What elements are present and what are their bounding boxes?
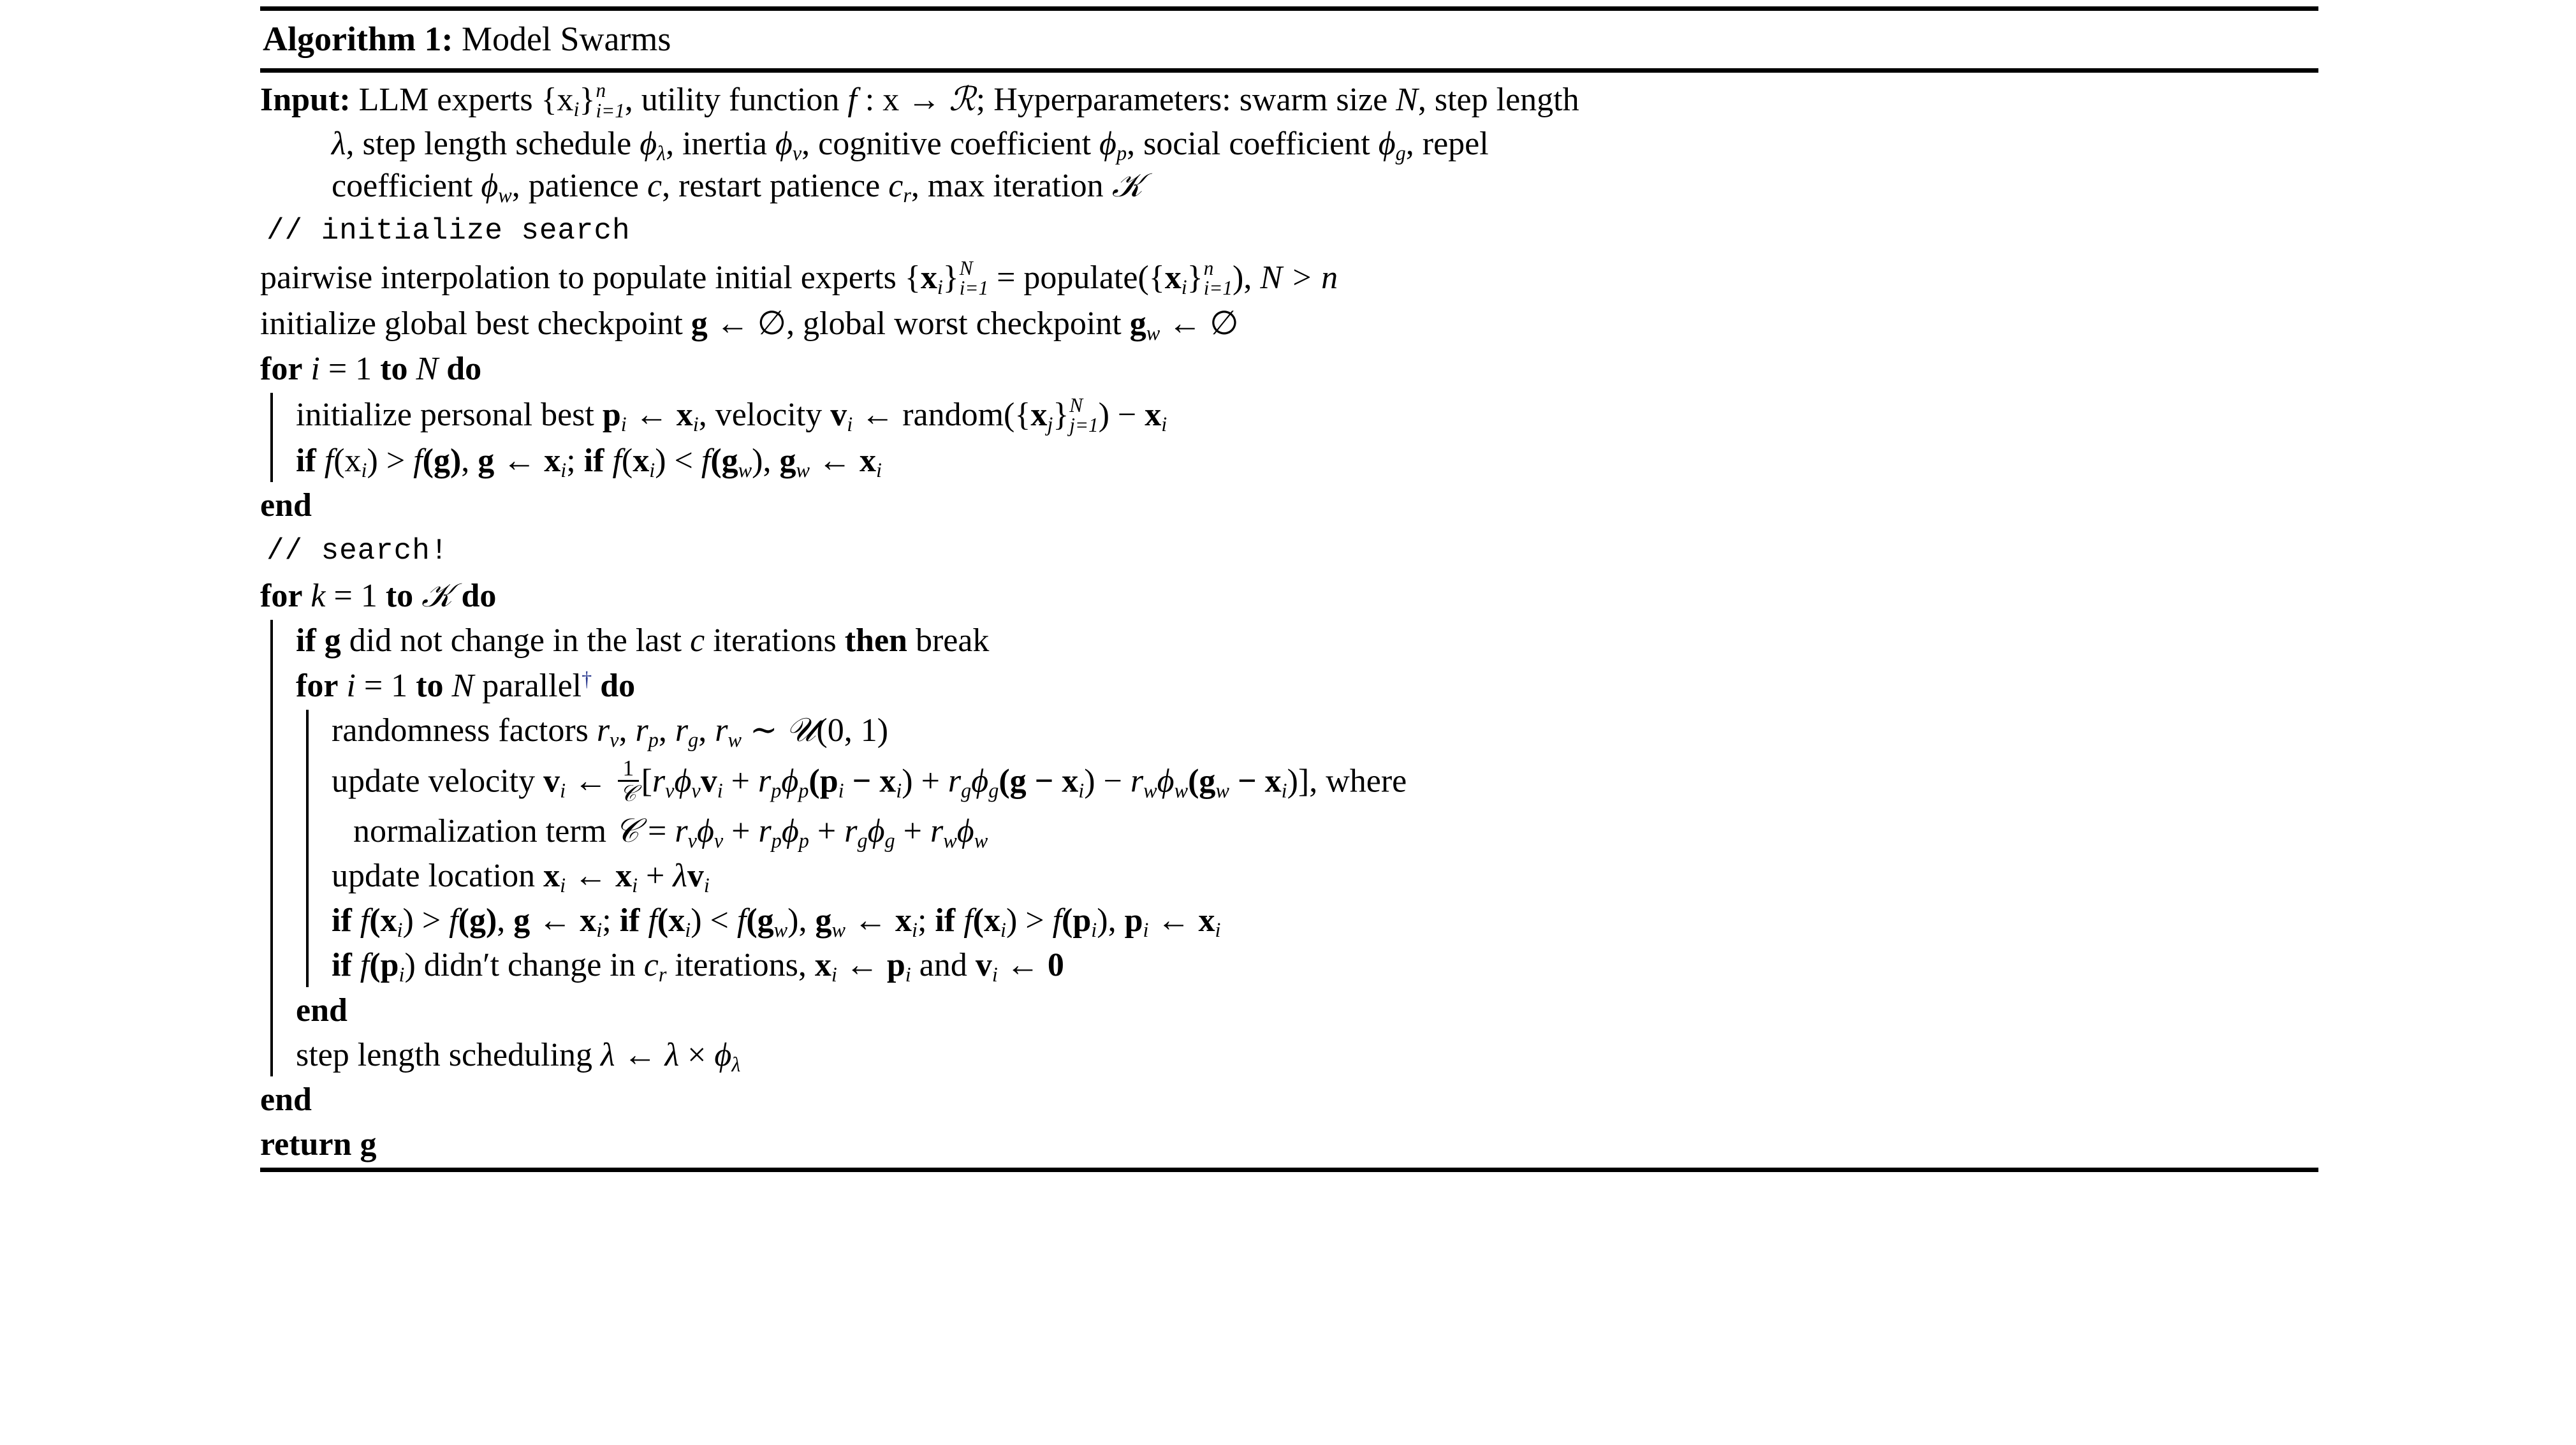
input2-text-d: , social coefficient xyxy=(1127,125,1379,162)
comma-1: , xyxy=(461,443,478,480)
gw-sub-2: w xyxy=(796,458,810,482)
restart-patience-sub: r xyxy=(903,184,911,207)
phi-g-sub: g xyxy=(1395,141,1406,165)
line-end-inner-for xyxy=(296,988,2318,1033)
upd-gw-close: ) xyxy=(787,902,799,939)
loc-v-sub: i xyxy=(703,874,710,897)
vel-t1-v: v xyxy=(700,763,717,800)
input-text-d: , step length xyxy=(1417,82,1579,119)
rand-text: randomness factors xyxy=(332,712,597,749)
gw-sub-1: w xyxy=(738,458,752,482)
normalization-fraction xyxy=(618,757,638,805)
populate-close: ), xyxy=(1233,259,1261,296)
pbest-p: p xyxy=(602,396,621,433)
norm-t4-phi-sub: w xyxy=(974,828,988,852)
restart-patience-c: c xyxy=(888,168,904,205)
vel-t4-minus: − x xyxy=(1229,763,1282,800)
for-i-body xyxy=(260,392,2318,484)
end-keyword-1: end xyxy=(260,487,312,524)
input2-text-b: , inertia xyxy=(666,125,775,162)
vel-t2-r-sub: p xyxy=(771,779,782,802)
upd-comma-3: , xyxy=(1108,902,1125,939)
if-keyword-2: if xyxy=(583,443,604,480)
norm-t3-r-sub: g xyxy=(857,828,868,852)
break-text-1: did not change in the last xyxy=(340,622,691,659)
set-close: } xyxy=(579,82,596,119)
line-normalization-term: normalization term 𝒞 = $r_v\phi_v + r_p\phi_p + r_g\phi_g + r_w\phi_w$ xyxy=(353,812,988,852)
velocity-sub: i xyxy=(847,412,853,436)
rst-x-sub: i xyxy=(831,963,837,987)
rule-under-caption xyxy=(260,68,2318,73)
norm-text: normalization term xyxy=(353,812,615,849)
norm-t1-r-sub: v xyxy=(687,828,697,852)
vel-t4-g-sub: w xyxy=(1215,779,1229,802)
vel-text: update velocity xyxy=(332,763,544,800)
rst-v-sub: i xyxy=(992,963,998,987)
upd-p-close: ) xyxy=(1097,902,1108,939)
rst-arrow-1: ← xyxy=(837,947,887,984)
rst-arrow-2: ← xyxy=(997,947,1048,984)
upd-semi-2: ; xyxy=(917,902,935,939)
random-xj: x xyxy=(1030,396,1048,433)
pbest-x-sub: i xyxy=(692,412,699,436)
input3-text-a: coefficient xyxy=(332,168,481,205)
swarm-size-N: N xyxy=(1396,82,1418,119)
loc-x2-sub: i xyxy=(632,874,638,897)
populate-sub: i=1 xyxy=(959,277,989,300)
vel-t4-open: (g xyxy=(1188,763,1216,800)
uniform-symbol: 𝒰 xyxy=(786,712,817,749)
line-update-location xyxy=(332,854,2318,899)
upd-f4: f xyxy=(736,902,747,939)
vel-t1-r-sub: v xyxy=(665,779,675,802)
line-break-condition xyxy=(296,619,2318,663)
r-g: r xyxy=(675,712,689,749)
globals-arrow-2: ← ∅ xyxy=(1160,305,1239,342)
input2-text-a: , step length schedule xyxy=(346,125,640,162)
global-best-g: g xyxy=(691,305,708,342)
do-keyword: do xyxy=(446,350,482,387)
vel-t4-r: r xyxy=(1130,763,1144,800)
line-end-outer-for xyxy=(260,1078,2318,1122)
norm-eq: = xyxy=(640,812,675,849)
vel-t2-close: ) xyxy=(902,763,913,800)
r-w-sub: w xyxy=(728,728,742,751)
loc-x2: x xyxy=(615,858,633,895)
vel-close-bracket: ] xyxy=(1298,763,1310,800)
upd-x4: x xyxy=(895,902,912,939)
sched-phi-sub: λ xyxy=(731,1052,741,1076)
upd-g2: g xyxy=(513,902,531,939)
input2-text-c: , cognitive coefficient xyxy=(801,125,1100,162)
velocity-arrow-random: ← random( xyxy=(853,396,1015,433)
upd-x3: (x xyxy=(657,902,685,939)
upd-f3: f xyxy=(648,902,657,939)
phi-v-sub: v xyxy=(792,141,802,165)
populate-sub2: i=1 xyxy=(1203,277,1233,300)
loc-x: x xyxy=(543,858,560,895)
rst-p2: p xyxy=(886,947,905,984)
norm-plus-1: + xyxy=(723,812,759,849)
input-line-3: coefficient $\phi_w$, patience c, restart patience $c_r$, max iteration 𝒦 xyxy=(332,168,1144,207)
velocity-v: v xyxy=(830,396,847,433)
for-keyword-2: for xyxy=(260,578,303,615)
semicolon-1: ; xyxy=(566,443,584,480)
vel-plus-2: + xyxy=(912,763,948,800)
vel-open-bracket: [ xyxy=(641,763,652,800)
input-line-1 xyxy=(260,78,2318,122)
norm-t1-phi-sub: v xyxy=(714,828,724,852)
vel-t3-phi-sub: g xyxy=(988,779,999,802)
line-return xyxy=(260,1122,2318,1167)
rst-text-1: didn′t change in xyxy=(415,947,644,984)
rst-and: and xyxy=(911,947,976,984)
patience-c: c xyxy=(647,168,662,205)
random-xi: x xyxy=(1145,396,1162,433)
upd-semi-1: ; xyxy=(602,902,620,939)
upd-p-sub: i xyxy=(1091,918,1097,942)
upd-gt-2: ) > xyxy=(1006,902,1053,939)
upd-x2: x xyxy=(580,902,597,939)
vel-t4-x-sub: i xyxy=(1281,779,1287,802)
global-worst-g: g xyxy=(1129,305,1146,342)
end-keyword-2: end xyxy=(296,992,348,1029)
line-populate: pairwise interpolation to populate initial experts $\{x_i\}$ N i=1 = $populate(\{x_i\}$ n i=1 ), N > n xyxy=(260,256,1338,300)
r-g-sub: g xyxy=(688,728,699,751)
vel-t1-phi-sub: v xyxy=(691,779,701,802)
algorithm-caption xyxy=(260,11,2318,68)
random-minus: ) − xyxy=(1098,396,1145,433)
vel-t1-v-sub: i xyxy=(717,779,723,802)
populate-sup-n: n xyxy=(1203,256,1214,279)
input-label: Input: xyxy=(260,82,351,119)
input3-text-c: , restart patience xyxy=(662,168,889,205)
norm-C: 𝒞 xyxy=(615,812,640,849)
utility-f: f xyxy=(847,82,857,119)
to-keyword-2: to xyxy=(385,578,414,615)
populate-compare: N > n xyxy=(1260,259,1338,296)
uniform-range: (0, 1) xyxy=(816,712,889,749)
vel-where: , where xyxy=(1309,763,1407,800)
vel-t2-phi-sub: p xyxy=(798,779,809,802)
algorithm-title: Model Swarms xyxy=(461,20,671,58)
if-keyword-1: if xyxy=(296,443,316,480)
parallel-text: parallel xyxy=(474,667,582,704)
upd-g-arg: (g) xyxy=(458,902,497,939)
rst-v: v xyxy=(975,947,992,984)
line-inner-for-header xyxy=(296,664,2318,708)
vel-plus-1: + xyxy=(722,763,758,800)
upd-x5: (x xyxy=(972,902,1000,939)
upd-arrow-3: ← xyxy=(1148,902,1199,939)
input-text-c: ; Hyperparameters: swarm size xyxy=(976,82,1396,119)
rule-top xyxy=(260,6,2318,11)
vel-t3-x-sub: i xyxy=(1078,779,1085,802)
line-update-bests: if $f(x_i) > f(g)$, g ← $x_i$; if $f(x_i) < f(g_w)$, $g_w$ ← $x_i$; if $f(x_i) > f(p_i)$, $p_i$ ← $x_i$ xyxy=(332,902,1221,942)
for-bound-K: 𝒦 xyxy=(421,578,453,615)
upd-p2: p xyxy=(1124,902,1143,939)
then-keyword: then xyxy=(844,622,907,659)
upd-x6: x xyxy=(1198,902,1215,939)
upd-arrow-1: ← xyxy=(530,902,580,939)
upd-arrow-2: ← xyxy=(845,902,895,939)
upd-gt: ) > xyxy=(402,902,450,939)
line-randomness-factors: randomness factors $r_v$, $r_p$, $r_g$, $r_w$ ∼ 𝒰(0, 1) xyxy=(332,712,889,751)
f-1: f xyxy=(324,443,334,480)
phi-w-sub: w xyxy=(498,184,512,207)
line-restart-condition xyxy=(332,943,2318,988)
vel-arrow: ← xyxy=(566,763,616,800)
input-line-2: λ, step length schedule $\phi_\lambda$, inertia $\phi_v$, cognitive coefficient $\phi_p$, social coefficient $\phi_g$, repel xyxy=(332,125,1489,165)
upd-gw2-sub: w xyxy=(831,918,845,942)
vel-t3-r-sub: g xyxy=(961,779,972,802)
frac-denominator-C: 𝒞 xyxy=(618,780,638,805)
loc-text: update location xyxy=(332,858,544,895)
lt-sign: ) < xyxy=(655,443,701,480)
to-keyword-3: to xyxy=(416,667,444,704)
norm-plus-3: + xyxy=(895,812,930,849)
do-keyword-2: do xyxy=(461,578,497,615)
x-sub-i: i xyxy=(573,98,580,121)
loc-v: v xyxy=(687,858,704,895)
gw-close: ) xyxy=(752,443,763,480)
break-c: c xyxy=(690,622,705,659)
algorithm-block xyxy=(260,6,2318,1172)
rst-x: x xyxy=(814,947,831,984)
pbest-sub: i xyxy=(620,412,627,436)
norm-t4-r-sub: w xyxy=(943,828,957,852)
norm-t2-r-sub: p xyxy=(771,828,782,852)
end-keyword-3: end xyxy=(260,1082,312,1119)
populate-sup-N: N xyxy=(959,256,973,279)
vel-t3-r: r xyxy=(948,763,962,800)
return-keyword: return xyxy=(260,1126,352,1163)
upd-p2-sub: i xyxy=(1143,918,1149,942)
inner-for-body xyxy=(296,708,2318,988)
globals-arrow-1: ← ∅, global worst checkpoint xyxy=(707,305,1130,342)
vel-t2-minus: − x xyxy=(844,763,896,800)
velocity-text: , velocity xyxy=(698,396,831,433)
break-keyword: break xyxy=(907,622,990,659)
line-for-i-header xyxy=(260,347,2318,392)
vel-t2-x-sub: i xyxy=(896,779,902,802)
algorithm-number: Algorithm 1: xyxy=(263,20,453,58)
break-g: g xyxy=(324,622,341,659)
rst-zero-vector: 0 xyxy=(1047,947,1064,984)
loc-lambda: λ xyxy=(673,858,687,895)
upd-lt: ) < xyxy=(691,902,737,939)
rule-bottom xyxy=(260,1168,2318,1172)
vel-t3-close: ) xyxy=(1084,763,1095,800)
vel-v-sub: i xyxy=(560,779,566,802)
f-arg-gw: (g xyxy=(710,443,738,480)
comment-initialize-search: // initialize search xyxy=(267,214,631,248)
line-step-length-scheduling: step length scheduling λ ← $\lambda \times \phi_\lambda$ xyxy=(296,1036,741,1076)
norm-t2-phi-sub: p xyxy=(798,828,809,852)
random-sup-N: N xyxy=(1069,393,1083,416)
line-init-globals xyxy=(260,302,2318,346)
for-var-i-2: i xyxy=(346,667,356,704)
sched-lambda-2: λ xyxy=(664,1036,680,1073)
for-var-i: i xyxy=(311,350,320,387)
vel-t3-open: (g xyxy=(999,763,1027,800)
step-length-lambda: λ xyxy=(332,125,346,162)
upd-f2: f xyxy=(449,902,458,939)
vel-t3-minus: − x xyxy=(1026,763,1079,800)
rst-p2-sub: i xyxy=(905,963,911,987)
assign-arrow-2: ← xyxy=(810,443,860,480)
loc-x-sub: i xyxy=(560,874,566,897)
f-2: f xyxy=(413,443,423,480)
real-set-symbol: ℛ xyxy=(949,82,976,119)
input-map: : x → xyxy=(856,82,949,119)
vel-t4-r-sub: w xyxy=(1143,779,1157,802)
upd-comma-1: , xyxy=(497,902,514,939)
frac-numerator: 1 xyxy=(622,755,634,781)
do-keyword-3: do xyxy=(600,667,636,704)
populate-eq: = populate( xyxy=(988,259,1149,296)
f-3: f xyxy=(701,443,711,480)
random-sub-j1: j=1 xyxy=(1069,413,1099,436)
vel-t1-r: r xyxy=(652,763,666,800)
gt-sign: ) > xyxy=(367,443,414,480)
upd-f6: f xyxy=(1052,902,1062,939)
norm-t4-r: r xyxy=(930,812,944,849)
rst-text-2: iterations, xyxy=(666,947,815,984)
if-keyword-break: if xyxy=(296,622,316,659)
norm-t3-r: r xyxy=(844,812,858,849)
for-bound-N: N xyxy=(416,350,439,387)
f-arg-g: (g) xyxy=(422,443,462,480)
random-xj-sub: j xyxy=(1047,412,1053,436)
assign-x-2: x xyxy=(860,443,876,480)
line-end-for-i xyxy=(260,483,2318,528)
if-keyword-6: if xyxy=(935,902,956,939)
rst-f: f xyxy=(360,947,370,984)
for-keyword: for xyxy=(260,350,303,387)
loc-arrow: ← xyxy=(566,858,616,895)
set-sub-i1: i=1 xyxy=(596,99,625,122)
input3-text-b: , patience xyxy=(511,168,648,205)
line-init-personal-best: initialize personal best $p_i$ ← $x_i$, velocity $v_i$ ← $random(\{x_j\}$ N j=1 ) − $x_i$ xyxy=(296,393,1167,436)
pbest-arrow: ← xyxy=(626,396,677,433)
vel-t2-p-sub: i xyxy=(838,779,844,802)
max-iteration-K: 𝒦 xyxy=(1111,168,1144,205)
for-bound-N-2: N xyxy=(451,667,474,704)
sched-arrow: ← xyxy=(615,1036,665,1073)
global-worst-sub: w xyxy=(1146,321,1160,345)
upd-gw-arg: (g xyxy=(746,902,774,939)
f-arg-x1: (x xyxy=(333,443,362,480)
phi-lambda-sub: λ xyxy=(657,141,666,165)
footnote-dagger-marker[interactable]: † xyxy=(582,666,592,690)
pbest-text: initialize personal best xyxy=(296,396,603,433)
rst-cr: c xyxy=(643,947,659,984)
populate-text: pairwise interpolation to populate initial experts xyxy=(260,259,905,296)
upd-comma-2: , xyxy=(798,902,816,939)
vel-v: v xyxy=(543,763,560,800)
rst-cr-sub: r xyxy=(658,963,667,987)
r-v-sub: v xyxy=(610,728,619,751)
rst-p-close: ) xyxy=(404,947,416,984)
for-eq-3: = 1 xyxy=(355,667,416,704)
assign-x-1: x xyxy=(544,443,561,480)
upd-gw-sub: w xyxy=(773,918,788,942)
sched-lambda-1: λ xyxy=(601,1036,615,1073)
globals-text-a: initialize global best checkpoint xyxy=(260,305,691,342)
to-keyword: to xyxy=(380,350,408,387)
upd-f5: f xyxy=(963,902,973,939)
loc-plus: + xyxy=(638,858,673,895)
assign-arrow-1: ← xyxy=(494,443,545,480)
upd-f1: f xyxy=(360,902,370,939)
for-keyword-3: for xyxy=(296,667,339,704)
vel-minus-3: − xyxy=(1095,763,1131,800)
set-open: {x xyxy=(541,82,574,119)
for-var-k: k xyxy=(311,578,326,615)
vel-t2-open: (p xyxy=(809,763,838,800)
sim-sign: ∼ xyxy=(741,712,786,749)
upd-x1: (x xyxy=(369,902,397,939)
line-update-global-init: if $f(x_i) > f(g)$, g ← $x_i$; if $f(x_i) < f(g_w)$, $g_w$ ← $x_i$ xyxy=(296,443,882,482)
norm-t2-r: r xyxy=(758,812,772,849)
input3-text-d: , max iteration xyxy=(911,168,1112,205)
sched-text: step length scheduling xyxy=(296,1036,601,1073)
random-xi-sub: i xyxy=(1161,412,1167,436)
return-value-g: g xyxy=(360,1126,377,1163)
comment-search: // search! xyxy=(267,534,449,568)
r-w: r xyxy=(715,712,728,749)
if-keyword-4: if xyxy=(332,902,352,939)
pbest-x: x xyxy=(676,396,693,433)
vel-t4-close: ) xyxy=(1287,763,1298,800)
if-keyword-5: if xyxy=(619,902,640,939)
rst-p-arg: (p xyxy=(369,947,399,984)
phi-p-sub: p xyxy=(1116,141,1127,165)
if-keyword-7: if xyxy=(332,947,352,984)
upd-gw2: g xyxy=(815,902,832,939)
comma-2: , xyxy=(763,443,780,480)
assign-g: g xyxy=(478,443,495,480)
r-p: r xyxy=(635,712,648,749)
line-for-k-header xyxy=(260,574,2318,619)
line-update-velocity: update velocity $v_i$ ← $\frac{1}{\text{𝒞}}$ $[r_v\phi_vv_i + r_p\phi_p(p_i - x_i) + r_g\phi_g(g - x_i) - r_w\phi_w(g_w - x_i)]$, where xyxy=(332,755,1407,807)
r-p-sub: p xyxy=(648,728,659,751)
vel-t4-phi-sub: w xyxy=(1174,779,1189,802)
upd-p-arg: (p xyxy=(1062,902,1092,939)
for-eq-2: = 1 xyxy=(325,578,386,615)
input-text-a: LLM experts xyxy=(358,82,541,119)
for-k-body xyxy=(260,619,2318,1078)
break-text-2: iterations xyxy=(705,622,845,659)
norm-plus-2: + xyxy=(809,812,845,849)
input-block xyxy=(260,73,2318,209)
for-eq: = 1 xyxy=(319,350,381,387)
r-v: r xyxy=(596,712,610,749)
rst-p-sub: i xyxy=(399,963,405,987)
vel-t2-r: r xyxy=(757,763,772,800)
set-sup-n: n xyxy=(596,79,606,102)
assign-gw: g xyxy=(779,443,796,480)
sched-times: × xyxy=(679,1036,715,1073)
input2-text-e: , repel xyxy=(1405,125,1489,162)
norm-t1-r: r xyxy=(675,812,688,849)
norm-t3-phi-sub: g xyxy=(884,828,895,852)
input-text-b: , utility function xyxy=(624,82,848,119)
